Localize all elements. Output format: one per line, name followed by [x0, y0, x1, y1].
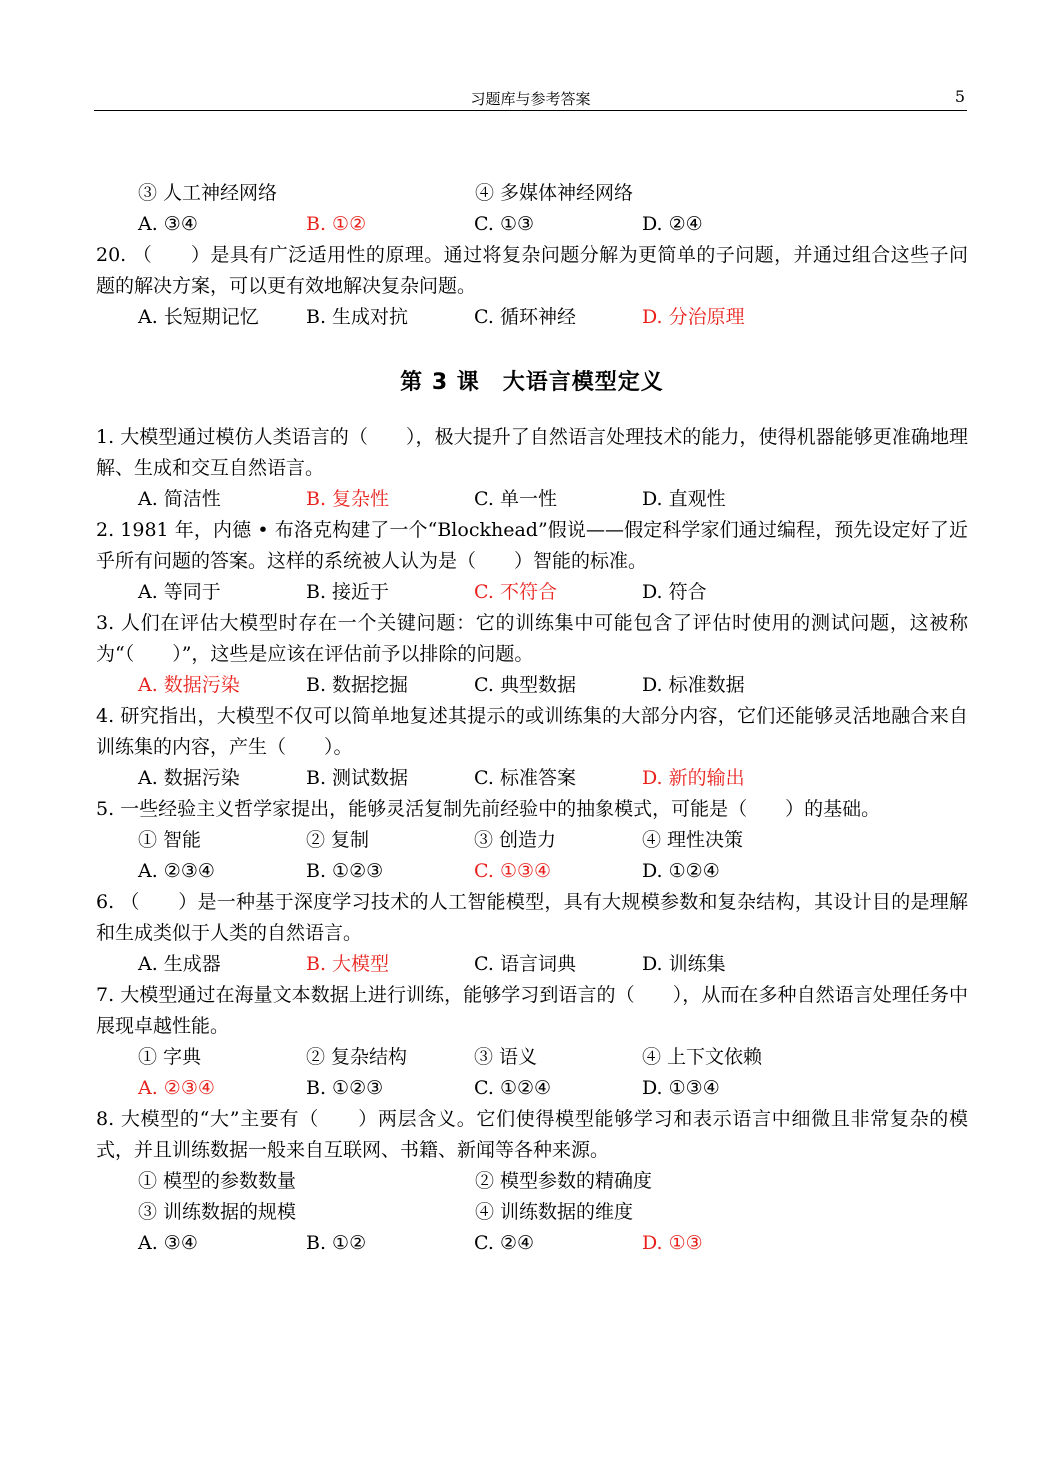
q4-options: [96, 763, 968, 794]
q8-option-b: B. ①②: [306, 1232, 367, 1254]
q5-options: [96, 856, 968, 887]
q5-option-b: B. ①②③: [306, 860, 384, 882]
q8-option-a: A. ③④: [138, 1232, 198, 1254]
q5-option-a: A. ②③④: [138, 860, 215, 882]
q7-options: [96, 1073, 968, 1104]
q5-option-c: C. ①③④: [474, 860, 552, 882]
q20-option-d: D. 分治原理: [642, 306, 745, 328]
q8-item-3: ③ 训练数据的规模: [138, 1201, 297, 1223]
q5-item-1: ① 智能: [138, 829, 202, 851]
q7-option-a: A. ②③④: [138, 1077, 215, 1099]
q1-option-b: B. 复杂性: [306, 488, 390, 510]
q2-text: 2. 1981 年，内德 • 布洛克构建了一个“Blockhead”假说——假定科学家们通过编程，预先设定好了近乎所有问题的答案。这样的系统被人认为是（ ）智能的标准。: [96, 519, 968, 572]
section-title: 第 3 课 大语言模型定义: [400, 370, 664, 395]
q2-option-a: A. 等同于: [138, 581, 221, 603]
q8-item-1: ① 模型的参数数量: [138, 1170, 297, 1192]
q19-options: [96, 209, 968, 240]
q2-option-b: B. 接近于: [306, 581, 390, 603]
page-content: [96, 178, 968, 1259]
q8-items-row1: [96, 1166, 968, 1197]
q3-option-c: C. 典型数据: [474, 674, 576, 696]
q20-options: [96, 302, 968, 333]
q19-option-c: C. ①③: [474, 213, 535, 235]
q20-option-b: B. 生成对抗: [306, 306, 409, 328]
q6-option-a: A. 生成器: [138, 953, 221, 975]
q7-item-2: ② 复杂结构: [306, 1046, 408, 1068]
q3-text: 3. 人们在评估大模型时存在一个关键问题：它的训练集中可能包含了评估时使用的测试问题，这被称为“（ ）”，这些是应该在评估前予以排除的问题。: [96, 612, 968, 665]
q8-items-row2: [96, 1197, 968, 1228]
q19-option-b: B. ①②: [306, 213, 367, 235]
q8-item-4: ④ 训练数据的维度: [475, 1201, 634, 1223]
q7-text: 7. 大模型通过在海量文本数据上进行训练，能够学习到语言的（ ），从而在多种自然语言处理任务中展现卓越性能。: [96, 984, 968, 1037]
q19-item-4: ④ 多媒体神经网络: [475, 182, 634, 204]
q5-option-d: D. ①②④: [642, 860, 720, 882]
q2-options: [96, 577, 968, 608]
q2-option-c: C. 不符合: [474, 581, 557, 603]
q4-option-b: B. 测试数据: [306, 767, 409, 789]
q20-text: 20. （ ）是具有广泛适用性的原理。通过将复杂问题分解为更简单的子问题，并通过组合这些子问题的解决方案，可以更有效地解决复杂问题。: [96, 244, 968, 297]
q8-item-2: ② 模型参数的精确度: [475, 1170, 653, 1192]
q4-option-c: C. 标准答案: [474, 767, 576, 789]
q6-text: 6. （ ）是一种基于深度学习技术的人工智能模型，具有大规模参数和复杂结构，其设计目的是理解和生成类似于人类的自然语言。: [96, 891, 968, 944]
q7-item-1: ① 字典: [138, 1046, 202, 1068]
q19-option-d: D. ②④: [642, 213, 703, 235]
q7-option-d: D. ①③④: [642, 1077, 720, 1099]
q19-option-a: A. ③④: [138, 213, 198, 235]
q8-options: [96, 1228, 968, 1259]
q6-option-d: D. 训练集: [642, 953, 726, 975]
q5-text: 5. 一些经验主义哲学家提出，能够灵活复制先前经验中的抽象模式，可能是（ ）的基础。: [96, 798, 881, 820]
q7-item-3: ③ 语义: [474, 1046, 538, 1068]
page-number: 5: [954, 87, 965, 106]
q4-option-d: D. 新的输出: [642, 767, 745, 789]
q5-item-3: ③ 创造力: [474, 829, 557, 851]
q3-option-a: A. 数据污染: [138, 674, 240, 696]
q1-option-a: A. 简洁性: [138, 488, 221, 510]
q7-item-4: ④ 上下文依赖: [642, 1046, 763, 1068]
q19-items-row: [96, 178, 968, 209]
q3-option-b: B. 数据挖掘: [306, 674, 409, 696]
q3-options: [96, 670, 968, 701]
q2-option-d: D. 符合: [642, 581, 707, 603]
q7-option-c: C. ①②④: [474, 1077, 552, 1099]
header-title: 习题库与参考答案: [470, 90, 591, 108]
q4-text: 4. 研究指出，大模型不仅可以简单地复述其提示的或训练集的大部分内容，它们还能够灵活地融合来自训练集的内容，产生（ ）。: [96, 705, 968, 758]
q19-item-3: ③ 人工神经网络: [138, 182, 278, 204]
q8-option-c: C. ②④: [474, 1232, 535, 1254]
q5-items: [96, 825, 968, 856]
q5-item-4: ④ 理性决策: [642, 829, 744, 851]
q20-option-a: A. 长短期记忆: [138, 306, 259, 328]
q20-option-c: C. 循环神经: [474, 306, 576, 328]
q6-options: [96, 949, 968, 980]
q3-option-d: D. 标准数据: [642, 674, 745, 696]
q6-option-c: C. 语言词典: [474, 953, 576, 975]
page-header: [94, 84, 967, 111]
q5-item-2: ② 复制: [306, 829, 370, 851]
q8-option-d: D. ①③: [642, 1232, 703, 1254]
q7-items: [96, 1042, 968, 1073]
q1-text: 1. 大模型通过模仿人类语言的（ ），极大提升了自然语言处理技术的能力，使得机器能够更准确地理解、生成和交互自然语言。: [96, 426, 968, 479]
q6-option-b: B. 大模型: [306, 953, 390, 975]
q1-options: [96, 484, 968, 515]
q8-text: 8. 大模型的“大”主要有（ ）两层含义。它们使得模型能够学习和表示语言中细微且非常复杂的模式，并且训练数据一般来自互联网、书籍、新闻等各种来源。: [96, 1108, 968, 1161]
q4-option-a: A. 数据污染: [138, 767, 240, 789]
q1-option-c: C. 单一性: [474, 488, 557, 510]
q1-option-d: D. 直观性: [642, 488, 726, 510]
q7-option-b: B. ①②③: [306, 1077, 384, 1099]
